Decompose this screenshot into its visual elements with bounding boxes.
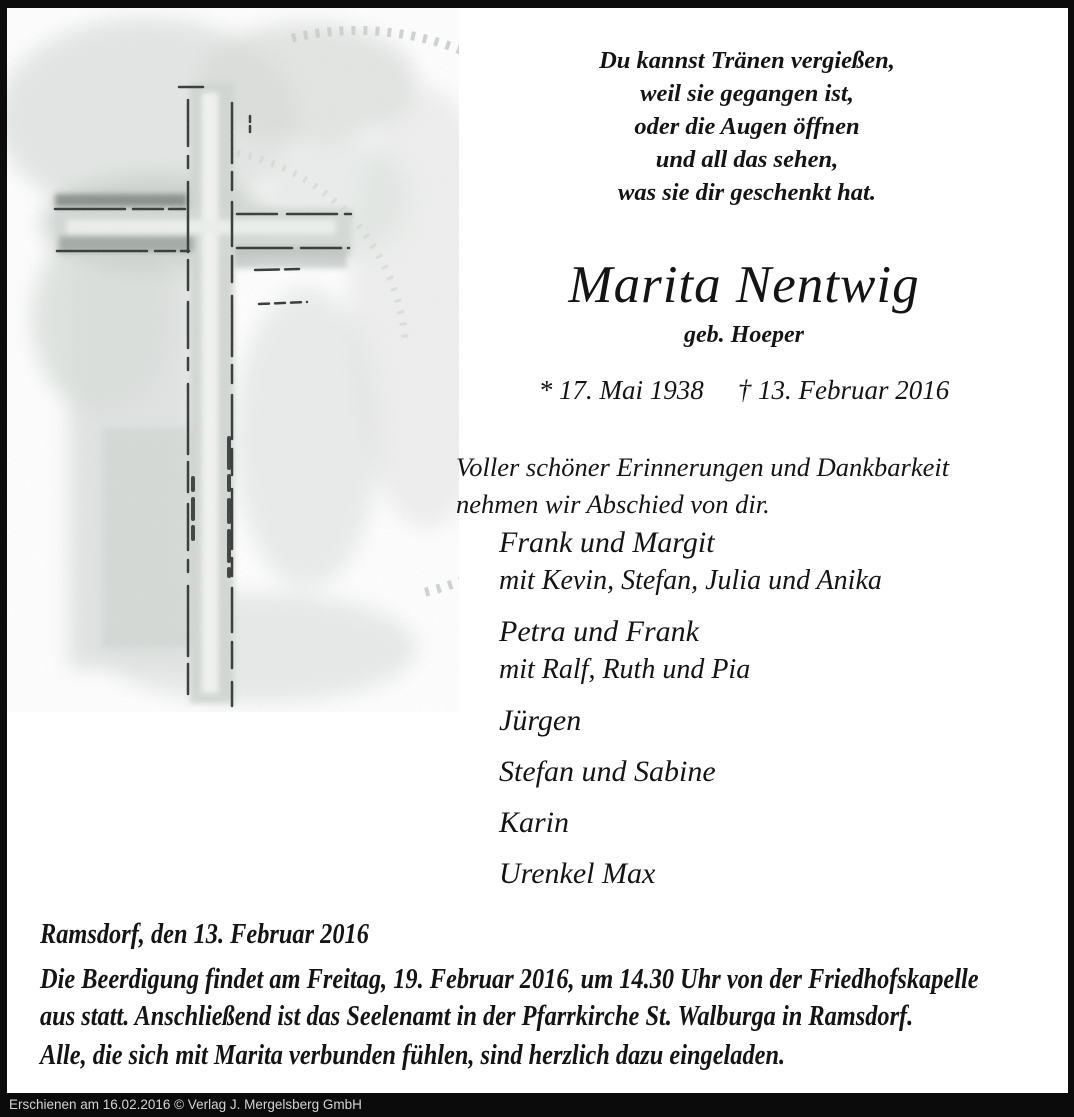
place-and-date: Ramsdorf, den 13. Februar 2016 [40,918,369,950]
farewell-text: Voller schöner Erinnerungen und Dankbarkeit nehmen wir Abschied von dir. [456,452,950,519]
cross-sketch-icon [7,8,459,712]
mourner-group [499,804,1039,842]
mourner-names: Stefan und Sabine [499,755,716,788]
life-dates [455,374,1033,406]
mourner-group [499,753,1039,791]
death-date: † 13. Februar 2016 [737,375,950,405]
mourner-names: Karin [499,806,570,839]
mourners-list [499,524,1039,906]
publisher-bar [0,1093,1074,1117]
mourner-group [499,613,1039,689]
mourner-group [499,524,1039,600]
poem-line: weil sie gegangen ist, [640,80,854,107]
deceased-name: Marita Nentwig [568,256,920,314]
mourner-names: Frank und Margit [499,526,715,559]
mourner-group [499,855,1039,893]
mourner-names: Jürgen [499,704,582,737]
mourner-names: Urenkel Max [499,857,656,890]
funeral-details-line: Die Beerdigung findet am Freitag, 19. Februar 2016, um 14.30 Uhr von der Friedhofskapelle [40,963,979,995]
funeral-details [40,961,979,1035]
maiden-name: geb. Hoeper [684,322,804,348]
poem-line: Du kannst Tränen vergießen, [599,47,895,74]
funeral-details-line: aus statt. Anschließend ist das Seelenamt in der Pfarrkirche St. Walburga in Ramsdorf. [40,1000,914,1032]
publisher-credit: Erschienen am 16.02.2016 © Verlag J. Mergelsberg GmbH [9,1097,362,1112]
mourner-names: Petra und Frank [499,615,699,648]
invitation-text: Alle, die sich mit Marita verbunden fühlen, sind herzlich dazu eingeladen. [40,1039,786,1071]
poem-line: was sie dir geschenkt hat. [618,179,876,206]
mourner-children: mit Ralf, Ruth und Pia [499,654,751,685]
mourner-group [499,702,1039,740]
memorial-poem [457,44,1037,209]
poem-line: und all das sehen, [655,146,839,173]
mourner-children: mit Kevin, Stefan, Julia und Anika [499,565,882,596]
birth-date: * 17. Mai 1938 [538,375,704,405]
obituary-page [7,8,1068,1093]
poem-line: oder die Augen öffnen [634,113,860,140]
name-block [455,254,1033,406]
